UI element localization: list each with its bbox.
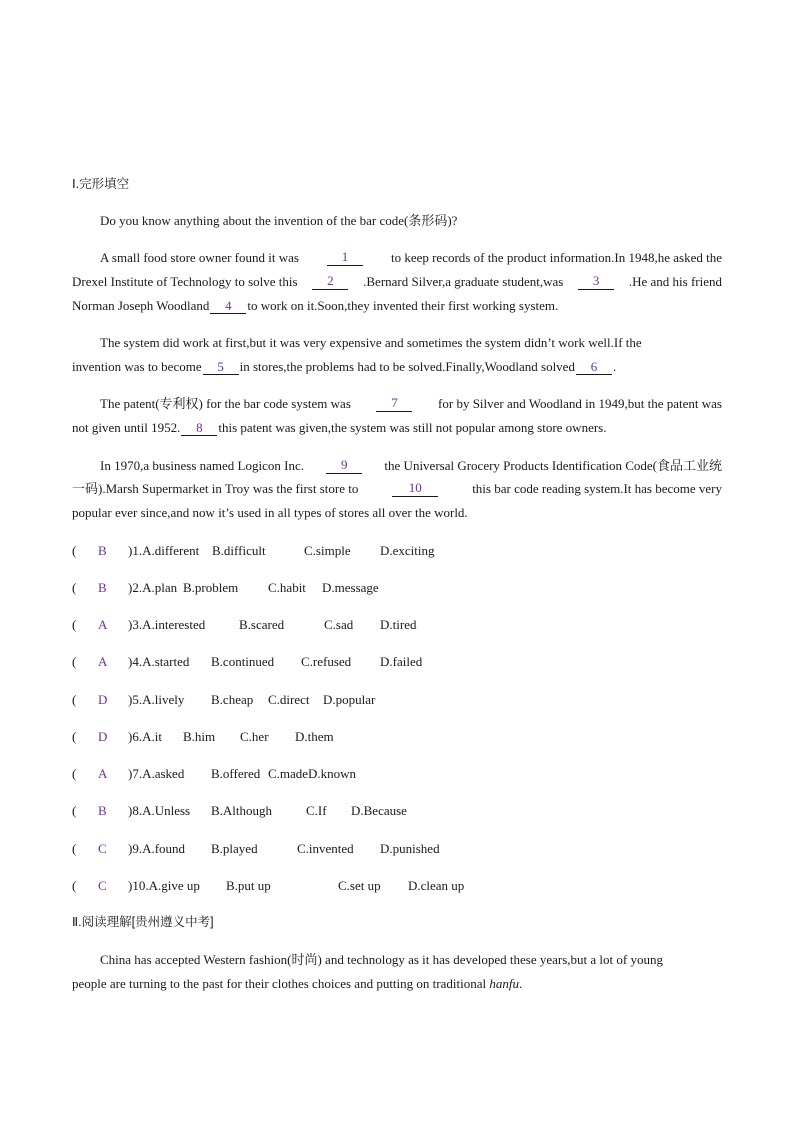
passage-intro: Do you know anything about the invention of the bar code(条形码)? [100,213,458,228]
blank-1: 1 [327,250,363,266]
answer-choice: C [98,841,107,856]
passage2-line2: people are turning to the past for their clothes choices and putting on traditional hanfu. [72,976,523,991]
section2-title: Ⅱ.阅读理解[贵州遵义中考] [72,915,214,929]
passage2-line1: China has accepted Western fashion(时尚) and technology as it has developed these years,but a lot of young [100,952,663,967]
hanfu-term: hanfu [489,976,519,991]
answer-choice: B [98,803,107,818]
blank-4: 4 [210,299,246,314]
document-page: Ⅰ.完形填空 Do you know anything about the invention of the bar code(条形码)? A small food store owner found it was 1 to keep records of the product information.In 1948,he asked the Drexel Institute of Technology to solve this 2 .Bernard Silver,a graduate student,was 3 .He and his friend Norman Joseph Woodland 4 to work on it.Soon,they invented their first working system. The system did work at first,but it was very expensive and sometimes the system didn’t work well.If the invention was to become 5 in stores,the problems had to be solved.Finally,Woodland solved 6 . The patent(专利权) for the bar code system was 7 for by Silver and Woodland in 1949,but the patent was not given until 1952. 8 this patent was given,the system was still not popular among store owners. In 1970,a business named Logicon Inc. 9 the Universal Grocery Products Identification Code(食品工业统 一码).Marsh Supermarket in Troy was the first store to 10 this bar code reading system.It has become very popular ever since,and now it’s used in all types of stores all over the world. ( B )1.A.different B.difficult C.simple D.exciting ( B )2.A.plan B.problem C.habit D.message ( A )3.A.interested B.scared C.sad D.tired ( A )4.A.started B.continued C.refused D.failed ( D )5.A.lively B.cheap C.direct D.popular ( D )6.A.it B.him C.her D.them ( A )7.A.asked B.offered C.made D.known ( B )8.A.Unless B.Although C.If D.Because ( C )9.A.found B.played C.invented D.punished ( C )10.A.give up B.put up C.set up D.clean up Ⅱ.阅读理解[贵州遵义中考] China has accepted Western fashion(时尚) and technology as it has developed these years,but a lot of young people are turning to the past for their clothes choices and putting on traditional hanfu. [72,177,722,991]
answer-choice: B [98,580,107,595]
passage-p4-line2: not given until 1952. 8 this patent was given,the system was still not popular among store owners. [72,420,607,435]
blank-10: 10 [392,481,438,497]
passage-p2-line1: A small food store owner found it was 1 to keep records of the product information.In 1948,he asked the [100,249,722,265]
blank-8: 8 [181,421,217,436]
answer-choice: A [98,654,108,669]
answer-choice: A [98,617,108,632]
section1-title: Ⅰ.完形填空 [72,177,130,191]
passage-p2-line2: Drexel Institute of Technology to solve this 2 .Bernard Silver,a graduate student,was 3 .He and his friend [72,273,722,289]
answer-choice: C [98,878,107,893]
blank-3: 3 [578,274,614,290]
blank-9: 9 [326,458,362,474]
answer-choice: B [98,543,107,558]
passage-p4-line1: The patent(专利权) for the bar code system was 7 for by Silver and Woodland in 1949,but the patent was [100,395,722,411]
answer-choice: A [98,766,108,781]
passage-p5-line3: popular ever since,and now it’s used in all types of stores all over the world. [72,505,468,520]
passage-p2-line3: Norman Joseph Woodland 4 to work on it.Soon,they invented their first working system. [72,298,559,313]
blank-2: 2 [312,274,348,290]
passage-p5-line1: In 1970,a business named Logicon Inc. 9 the Universal Grocery Products Identification Code(食品工业统 [100,457,722,473]
answer-choice: D [98,692,108,707]
blank-7: 7 [376,396,412,412]
blank-5: 5 [203,360,239,375]
passage-p3-line1: The system did work at first,but it was very expensive and sometimes the system didn’t work well.If the [100,335,642,350]
blank-6: 6 [576,360,612,375]
answer-choice: D [98,729,108,744]
passage-p5-line2: 一码).Marsh Supermarket in Troy was the first store to 10 this bar code reading system.It has become very [72,480,722,496]
passage-p3-line2: invention was to become 5 in stores,the problems had to be solved.Finally,Woodland solved 6 . [72,359,617,374]
